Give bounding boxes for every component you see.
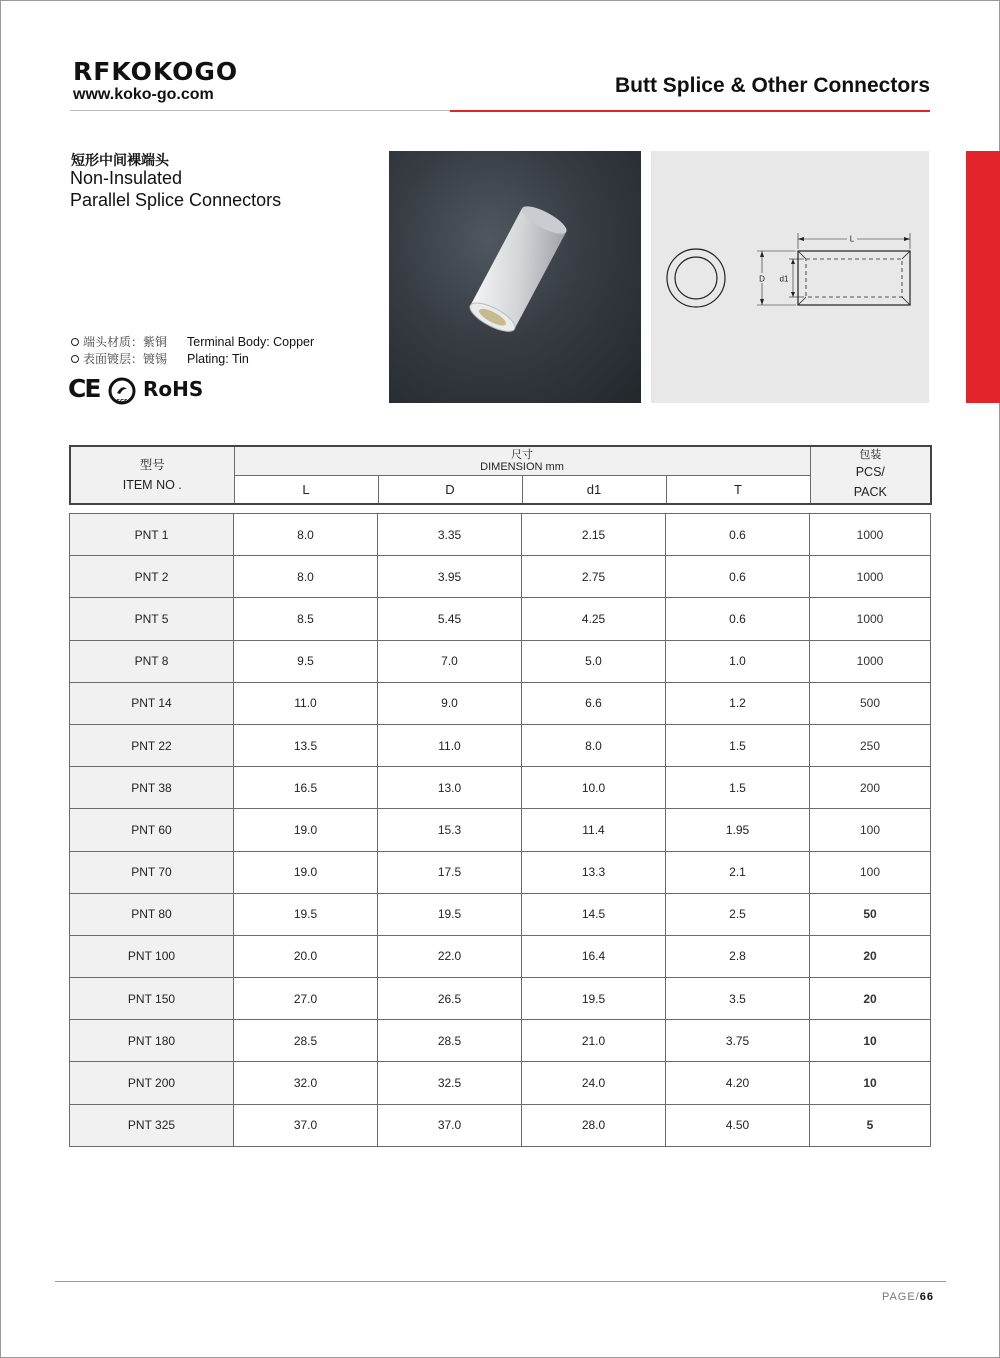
brand-logo: RFKOKOGO <box>73 57 239 86</box>
cell-t: 3.5 <box>666 978 810 1020</box>
cell-pack: 50 <box>810 893 931 935</box>
table-row <box>70 598 931 640</box>
page-number-value: 66 <box>919 1291 934 1303</box>
cell-pack: 500 <box>810 682 931 724</box>
cell-pack: 1000 <box>810 640 931 682</box>
cell-item: PNT 150 <box>70 978 234 1020</box>
cell-pack: 200 <box>810 767 931 809</box>
cell-d: 7.0 <box>378 640 522 682</box>
cell-d: 9.0 <box>378 682 522 724</box>
cell-l: 13.5 <box>234 724 378 766</box>
cell-d1: 6.6 <box>522 682 666 724</box>
rohs-mark-icon: RoHS <box>143 377 204 401</box>
cell-d1: 14.5 <box>522 893 666 935</box>
cell-pack: 10 <box>810 1062 931 1104</box>
cell-item: PNT 38 <box>70 767 234 809</box>
cell-d1: 8.0 <box>522 724 666 766</box>
sgs-mark-icon <box>107 376 137 406</box>
cell-t: 2.1 <box>666 851 810 893</box>
drawing-label-D: D <box>759 274 765 284</box>
cell-pack: 100 <box>810 809 931 851</box>
cell-pack: 1000 <box>810 514 931 556</box>
cell-pack: 1000 <box>810 556 931 598</box>
header-item-en: ITEM NO . <box>122 478 182 492</box>
cell-l: 19.5 <box>234 893 378 935</box>
cell-d: 28.5 <box>378 1020 522 1062</box>
cell-d: 37.0 <box>378 1104 522 1146</box>
cell-d1: 24.0 <box>522 1062 666 1104</box>
page-number <box>882 1291 934 1303</box>
header-col-D: D <box>378 476 522 505</box>
cell-item: PNT 70 <box>70 851 234 893</box>
table-row <box>70 893 931 935</box>
cell-item: PNT 60 <box>70 809 234 851</box>
table-row <box>70 935 931 977</box>
cell-pack: 250 <box>810 724 931 766</box>
cell-item: PNT 8 <box>70 640 234 682</box>
table-row <box>70 556 931 598</box>
table-row <box>70 682 931 724</box>
ce-mark-icon: CE <box>68 374 100 403</box>
cell-l: 8.5 <box>234 598 378 640</box>
cell-l: 28.5 <box>234 1020 378 1062</box>
table-row <box>70 640 931 682</box>
cell-l: 8.0 <box>234 514 378 556</box>
header-col-T: T <box>666 476 810 505</box>
cell-d: 32.5 <box>378 1062 522 1104</box>
dimension-table <box>69 445 930 1147</box>
spec-plating-en: Plating: Tin <box>187 352 249 366</box>
cell-l: 20.0 <box>234 935 378 977</box>
footer-divider <box>55 1281 946 1282</box>
cell-item: PNT 14 <box>70 682 234 724</box>
cell-l: 8.0 <box>234 556 378 598</box>
table-row <box>70 514 931 556</box>
cell-t: 2.5 <box>666 893 810 935</box>
spec-plating <box>71 350 249 367</box>
cell-l: 37.0 <box>234 1104 378 1146</box>
cell-d: 3.95 <box>378 556 522 598</box>
table-row <box>70 1020 931 1062</box>
table-row <box>70 767 931 809</box>
cell-pack: 1000 <box>810 598 931 640</box>
cell-d1: 2.75 <box>522 556 666 598</box>
bullet-icon <box>71 355 79 363</box>
cell-pack: 100 <box>810 851 931 893</box>
header-pack <box>810 446 931 504</box>
cell-item: PNT 80 <box>70 893 234 935</box>
cell-d1: 11.4 <box>522 809 666 851</box>
cell-l: 9.5 <box>234 640 378 682</box>
table-header <box>69 445 932 505</box>
spec-material <box>71 333 314 350</box>
cell-d: 11.0 <box>378 724 522 766</box>
section-side-tab <box>966 151 1000 403</box>
cell-item: PNT 100 <box>70 935 234 977</box>
cell-l: 19.0 <box>234 809 378 851</box>
header-item-no <box>70 446 234 504</box>
cell-d1: 16.4 <box>522 935 666 977</box>
spec-plating-cn: 表面镀层：镀锡 <box>83 352 168 366</box>
header-col-L: L <box>234 476 378 505</box>
table-row <box>70 809 931 851</box>
cell-d1: 19.5 <box>522 978 666 1020</box>
header-pack-cn: 包装 <box>859 449 882 461</box>
product-photo <box>389 151 641 403</box>
cell-t: 1.5 <box>666 767 810 809</box>
drawing-label-d1: d1 <box>779 274 789 284</box>
cell-d: 5.45 <box>378 598 522 640</box>
page-label: PAGE/ <box>881 1291 920 1303</box>
header-dimension <box>234 446 810 476</box>
cell-d: 15.3 <box>378 809 522 851</box>
cell-item: PNT 5 <box>70 598 234 640</box>
table-row <box>70 1062 931 1104</box>
cell-d: 13.0 <box>378 767 522 809</box>
cell-l: 27.0 <box>234 978 378 1020</box>
cell-item: PNT 22 <box>70 724 234 766</box>
cell-l: 19.0 <box>234 851 378 893</box>
cell-d: 26.5 <box>378 978 522 1020</box>
cell-l: 32.0 <box>234 1062 378 1104</box>
cell-d1: 10.0 <box>522 767 666 809</box>
svg-text:SGS: SGS <box>116 399 128 405</box>
cell-t: 0.6 <box>666 556 810 598</box>
table-row <box>70 724 931 766</box>
table-body <box>69 513 931 1147</box>
cell-item: PNT 2 <box>70 556 234 598</box>
cell-d1: 5.0 <box>522 640 666 682</box>
product-title-cn: 短形中间裸端头 <box>71 152 169 168</box>
cell-t: 0.6 <box>666 514 810 556</box>
cell-d1: 13.3 <box>522 851 666 893</box>
cell-d1: 28.0 <box>522 1104 666 1146</box>
cell-t: 0.6 <box>666 598 810 640</box>
table-row <box>70 851 931 893</box>
cell-d: 3.35 <box>378 514 522 556</box>
cell-pack: 20 <box>810 978 931 1020</box>
cell-item: PNT 325 <box>70 1104 234 1146</box>
header-dimension-cn: 尺寸 <box>511 449 534 461</box>
header-pack-en-1: PCS/ <box>855 465 885 479</box>
cell-item: PNT 1 <box>70 514 234 556</box>
bullet-icon <box>71 338 79 346</box>
cell-t: 4.20 <box>666 1062 810 1104</box>
header-pack-en-2: PACK <box>853 485 887 499</box>
spec-material-en: Terminal Body: Copper <box>187 335 315 349</box>
cell-item: PNT 180 <box>70 1020 234 1062</box>
product-title-en-line1: Non-Insulated <box>70 168 183 188</box>
header-accent-line <box>450 110 930 112</box>
cell-pack: 10 <box>810 1020 931 1062</box>
cell-pack: 5 <box>810 1104 931 1146</box>
cell-item: PNT 200 <box>70 1062 234 1104</box>
cell-pack: 20 <box>810 935 931 977</box>
cell-d1: 2.15 <box>522 514 666 556</box>
cell-t: 1.95 <box>666 809 810 851</box>
cell-d1: 4.25 <box>522 598 666 640</box>
table-row <box>70 1104 931 1146</box>
header-item-cn: 型号 <box>139 458 165 472</box>
cell-l: 11.0 <box>234 682 378 724</box>
cell-t: 4.50 <box>666 1104 810 1146</box>
cell-t: 1.2 <box>666 682 810 724</box>
drawing-label-L: L <box>849 234 855 244</box>
cell-d: 22.0 <box>378 935 522 977</box>
cell-l: 16.5 <box>234 767 378 809</box>
product-title-en-line2: Parallel Splice Connectors <box>70 190 282 210</box>
spec-material-cn: 端头材质：紫铜 <box>83 335 168 349</box>
cell-d: 19.5 <box>378 893 522 935</box>
header-divider <box>70 110 450 111</box>
cell-d: 17.5 <box>378 851 522 893</box>
technical-drawing <box>651 151 929 403</box>
cell-t: 3.75 <box>666 1020 810 1062</box>
section-title: Butt Splice & Other Connectors <box>614 74 930 97</box>
table-row <box>70 978 931 1020</box>
cell-t: 1.5 <box>666 724 810 766</box>
header-dimension-en: DIMENSION mm <box>480 461 564 473</box>
website-url[interactable]: www.koko-go.com <box>73 86 214 103</box>
cell-t: 2.8 <box>666 935 810 977</box>
cell-d1: 21.0 <box>522 1020 666 1062</box>
header-col-d1: d1 <box>522 476 666 505</box>
cell-t: 1.0 <box>666 640 810 682</box>
